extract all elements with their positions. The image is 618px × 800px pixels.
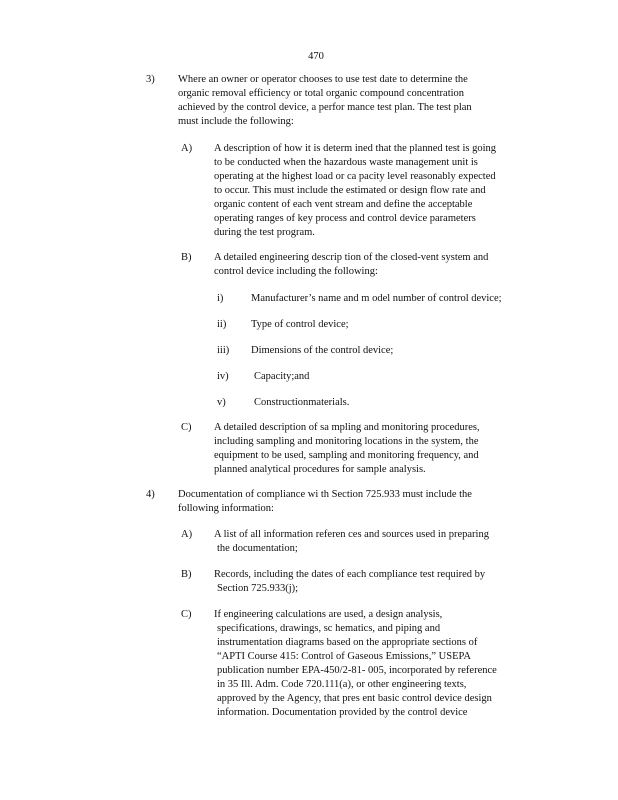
item-3c-text — [214, 421, 536, 477]
text-line: Section 725.933(j); — [217, 583, 299, 594]
text-line: Type of control device; — [251, 319, 349, 330]
item-3c-marker: C) — [181, 422, 192, 433]
text-line: equipment to be used, sampling and monitoring frequency, and — [214, 450, 479, 461]
item-3b-iii-marker: iii) — [217, 345, 230, 356]
text-line: “APTI Course 415: Control of Gaseous Emissions,” USEPA — [217, 651, 471, 662]
text-line: approved by the Agency, that pres ent basic control device design — [217, 693, 492, 704]
item-3b-i-marker: i) — [217, 293, 224, 304]
text-line: in 35 Ill. Adm. Code 720.111(a), or other engineering texts, — [217, 679, 467, 690]
text-line: operating at the highest load or ca pacity level reasonably expected — [214, 171, 496, 182]
text-line: Where an owner or operator chooses to use test date to determine the — [178, 74, 468, 85]
item-3b-iv-marker: iv) — [217, 371, 229, 382]
item-4-marker: 4) — [146, 489, 155, 500]
item-3b-i-text — [251, 292, 541, 306]
text-line: planned analytical procedures for sample analysis. — [214, 464, 426, 475]
item-3b-marker: B) — [181, 252, 192, 263]
text-line: the documentation; — [217, 543, 298, 554]
text-line: organic content of each vent stream and define the acceptable — [214, 199, 473, 210]
text-line: information. Documentation provided by the control device — [217, 707, 468, 718]
text-line: must include the following: — [178, 116, 294, 127]
item-3-text — [178, 73, 518, 129]
text-line: specifications, drawings, sc hematics, and piping and — [217, 623, 441, 634]
text-line: organic removal efficiency or total organic compound concentration — [178, 88, 465, 99]
text-line: including sampling and monitoring locations in the system, the — [214, 436, 479, 447]
item-3b-v-text — [254, 396, 544, 410]
text-line: control device including the following: — [214, 266, 378, 277]
item-4b-text — [214, 568, 536, 596]
text-line: Dimensions of the control device; — [251, 345, 394, 356]
page-number: 470 — [308, 51, 324, 62]
text-line: operating ranges of key process and control device parameters — [214, 213, 476, 224]
item-4c-text — [214, 608, 536, 720]
text-line: Capacity;and — [254, 371, 310, 382]
item-4b-marker: B) — [181, 569, 192, 580]
text-line: to be conducted when the hazardous waste management unit is — [214, 157, 478, 168]
text-line: instrumentation diagrams based on the appropriate sections of — [217, 637, 478, 648]
text-line: Documentation of compliance wi th Section 725.933 must include the — [178, 489, 472, 500]
item-3b-iii-text — [251, 344, 541, 358]
text-line: Manufacturer’s name and m odel number of control device; — [251, 293, 502, 304]
text-line: Records, including the dates of each compliance test required by — [214, 569, 486, 580]
text-line: A detailed description of sa mpling and monitoring procedures, — [214, 422, 480, 433]
text-line: following information: — [178, 503, 274, 514]
item-3-marker: 3) — [146, 74, 155, 85]
text-line: A detailed engineering descrip tion of the closed-vent system and — [214, 252, 489, 263]
item-4a-marker: A) — [181, 529, 193, 540]
item-3b-v-marker: v) — [217, 397, 226, 408]
item-3b-ii-text — [251, 318, 541, 332]
text-line: A description of how it is determ ined that the planned test is going — [214, 143, 496, 154]
item-4-text — [178, 488, 518, 516]
text-line: Constructionmaterials. — [254, 397, 350, 408]
item-3a-marker: A) — [181, 143, 193, 154]
item-4a-text — [214, 528, 536, 556]
text-line: during the test program. — [214, 227, 315, 238]
text-line: If engineering calculations are used, a design analysis, — [214, 609, 443, 620]
text-line: A list of all information referen ces and sources used in preparing — [214, 529, 489, 540]
item-3b-ii-marker: ii) — [217, 319, 227, 330]
item-3a-text — [214, 142, 536, 240]
text-line: publication number EPA-450/2-81- 005, incorporated by reference — [217, 665, 497, 676]
item-3b-iv-text — [254, 370, 544, 384]
text-line: to occur. This must include the estimated or design flow rate and — [214, 185, 486, 196]
text-line: achieved by the control device, a perfor mance test plan. The test plan — [178, 102, 472, 113]
item-3b-text — [214, 251, 536, 279]
item-4c-marker: C) — [181, 609, 192, 620]
